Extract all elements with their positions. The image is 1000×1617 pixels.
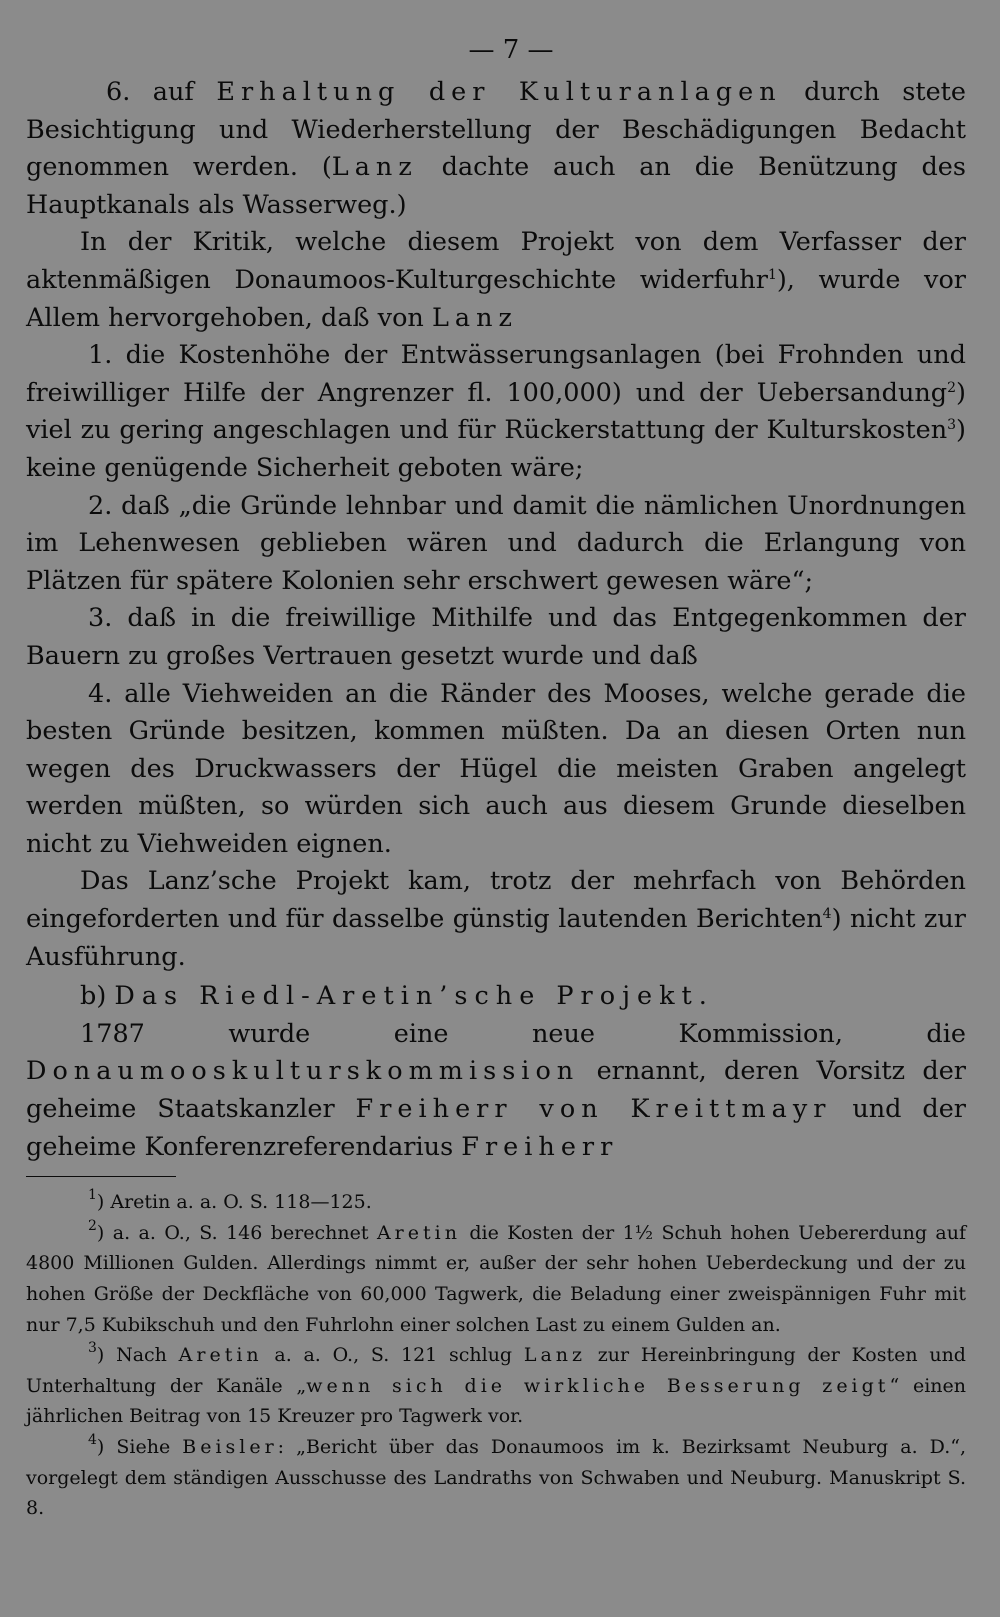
paragraph-item-1 — [26, 337, 966, 487]
heading-title: Das Riedl-Aretin’sche Projekt. — [114, 981, 714, 1012]
footnote-text: ) a. a. O., S. 146 berechnet — [96, 1221, 377, 1244]
emphasis-name: Lanz — [431, 302, 518, 333]
footnote-marker: 3 — [88, 1340, 97, 1357]
text-run: und der geheime Konferenzreferendarius — [26, 1094, 966, 1162]
emphasis-name: Beisler — [182, 1435, 278, 1458]
text-run: ernannt, deren Vorsitz der geheime Staatskanzler — [26, 1056, 966, 1125]
footnotes — [26, 1187, 966, 1524]
paragraph-criticism — [26, 224, 966, 337]
footnote-3 — [26, 1340, 966, 1432]
footnote-text: ) Aretin a. a. O. S. 118—125. — [96, 1191, 372, 1214]
emphasis-name: Lanz — [331, 152, 418, 183]
text-run: 6. auf — [106, 77, 217, 107]
emphasis-name: Freiherr von Kreittmayr — [355, 1094, 832, 1125]
document-page — [26, 28, 966, 1588]
footnote-ref: 2 — [947, 379, 957, 396]
text-run: dachte auch an die Benützung des Hauptkanals als Wasserweg.) — [26, 152, 966, 220]
footnote-text: zur Hereinbringung der Kosten und Unterhaltung der Kanäle „ — [26, 1344, 966, 1397]
emphasis-name: Aretin — [178, 1344, 263, 1367]
text-run: In der Kritik, welche diesem Projekt von dem Verfasser der aktenmäßigen Donaumoos-Kulturgeschichte widerfuhr — [26, 227, 966, 295]
footnote-marker: 4 — [88, 1431, 97, 1448]
footnote-divider — [26, 1176, 176, 1177]
footnote-1 — [26, 1187, 966, 1218]
text-run: ) nicht zur Ausführung. — [26, 904, 966, 972]
footnote-text: die Kosten der 1½ Schuh hohen Uebererdung auf 4800 Millionen Gulden. Allerdings nimmt er, außer der sehr hohen Ueberdeckung und der zu hohen Größe der Deckfläche von 60,000 Tagwerk, die Beladung einer zweispännigen Fuhr mit nur 7,5 Kubikschuh und den Fuhrlohn einer solchen Last zu einem Gulden an. — [26, 1221, 966, 1336]
paragraph-item-3: 3. daß in die freiwillige Mithilfe und das Entgegenkommen der Bauern zu großes Vertrauen gesetzt wurde und daß — [26, 603, 966, 671]
heading-label: b) — [80, 981, 115, 1012]
footnote-text: ) Nach — [96, 1344, 179, 1367]
text-run: 1. die Kostenhöhe der Entwässerungsanlagen (bei Frohnden und freiwilliger Hilfe der Angrenzer fl. 100,000) und der Uebersandung — [26, 340, 966, 408]
text-run: ) viel zu gering angeschlagen und für Rückerstattung der Kulturskosten — [26, 377, 966, 446]
paragraph-item-2: 2. daß „die Gründe lehnbar und damit die nämlichen Unordnungen im Lehenwesen geblieben wären und dadurch die Erlangung von Plätzen für spätere Kolonien sehr erschwert gewesen wäre“; — [26, 490, 966, 596]
footnote-ref: 3 — [947, 417, 957, 434]
text-run: ), wurde vor Allem hervorgehoben, daß von — [26, 264, 966, 333]
footnote-text: a. a. O., S. 121 schlug — [262, 1344, 524, 1367]
emphasis-name: Lanz — [523, 1344, 587, 1367]
footnote-2 — [26, 1218, 966, 1340]
emphasis-run: wenn sich die wirkliche Besserung zeigt — [306, 1374, 890, 1397]
paragraph-item-4: 4. alle Viehweiden an die Ränder des Mooses, welche gerade die besten Gründe besitzen, kommen müßten. Da an diesen Orten nun wegen des Druckwassers der Hügel die meisten Graben angelegt werden müßten, so würden sich auch aus diesem Grunde dieselben nicht zu Viehweiden eignen. — [26, 678, 966, 859]
footnote-marker: 1 — [88, 1187, 97, 1204]
paragraph-commission — [26, 1016, 966, 1166]
footnote-text: : „Bericht über das Donaumoos im k. Bezirksamt Neuburg a. D.“, vorgelegt dem ständigen Ausschusse des Landraths von Schwaben und Neuburg. Manuskript S. 8. — [26, 1435, 966, 1520]
paragraph-item-6 — [26, 74, 966, 224]
footnote-ref: 1 — [767, 266, 777, 283]
text-run: durch stete Besichtigung und Wiederherstellung der Beschädigungen Bedacht genommen werden. ( — [26, 77, 967, 183]
text-run: ) keine genügende Sicherheit geboten wäre; — [26, 415, 966, 483]
footnote-ref: 4 — [822, 906, 832, 923]
emphasis-name: Freiherr — [461, 1131, 619, 1162]
footnote-text: “ einen jährlichen Beitrag von 15 Kreuzer pro Tagwerk vor. — [26, 1374, 966, 1428]
footnote-marker: 2 — [88, 1217, 97, 1234]
footnote-4 — [26, 1432, 966, 1524]
emphasis-run: Erhaltung der Kulturanlagen — [216, 77, 782, 107]
text-run: Das Lanz’sche Projekt kam, trotz der mehrfach von Behörden eingeforderten und für dasselbe günstig lautenden Berichten — [26, 866, 966, 935]
footnote-text: ) Siehe — [96, 1435, 183, 1458]
text-run: 1787 wurde eine neue Kommission, die — [80, 1018, 966, 1049]
emphasis-run: Donaumooskulturskommission — [26, 1056, 580, 1087]
section-heading — [26, 976, 966, 1016]
emphasis-name: Aretin — [376, 1221, 461, 1244]
page-number: — 7 — — [468, 35, 554, 65]
body-text — [26, 74, 966, 1166]
paragraph-lanz-project — [26, 863, 966, 976]
